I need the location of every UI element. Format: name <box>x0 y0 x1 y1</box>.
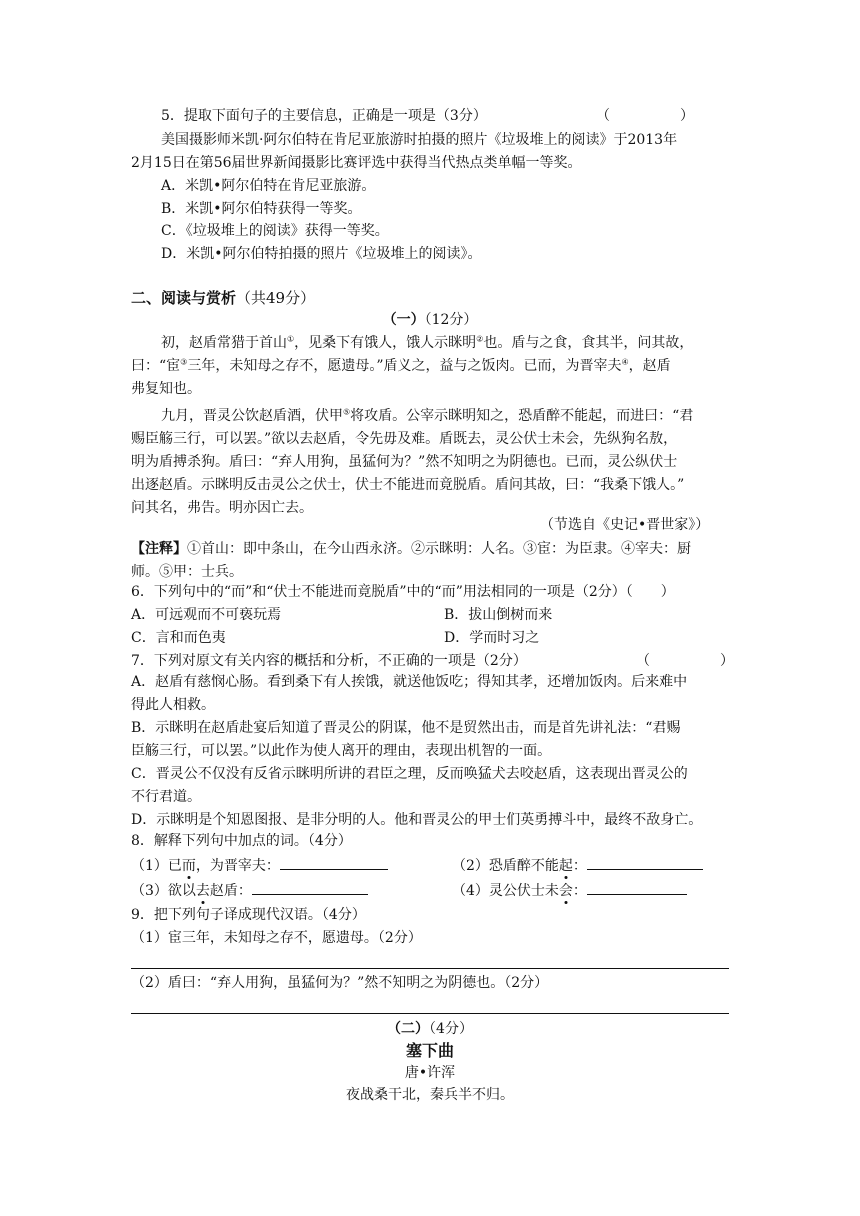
q7-option-a-cont: 得此人相救。 <box>131 697 215 713</box>
q7-option-a: A．赵盾有慈悯心肠。看到桑下有人挨饿，就送他饭吃；得知其孝，还增加饭肉。后来难中 <box>131 674 688 690</box>
passage-line: 九月，晋灵公饮赵盾酒，伏甲⑤将攻盾。公宰示眯明知之，恐盾醉不能起，而进曰：“君 <box>161 407 694 424</box>
answer-blank[interactable] <box>252 880 368 895</box>
q5-stem: 5．提取下面句子的主要信息，正确是一项是（3分） <box>161 108 487 124</box>
passage-line: 初，赵盾常猎于首山①，见桑下有饿人，饿人示眯明②也。盾与之食，食其半，问其故， <box>161 334 694 351</box>
passage-line: 出逐赵盾。示眯明反击灵公之伏士，伏士不能进而竟脱盾。盾问其故，曰：“我桑下饿人。” <box>131 477 685 493</box>
section-score: （共49分） <box>236 289 316 307</box>
q7-option-d: D．示眯明是个知恩图报、是非分明的人。他和晋灵公的甲士们英勇搏斗中，最终不敌身亡。 <box>131 812 703 828</box>
answer-blank[interactable] <box>587 855 703 870</box>
passage-line: 明为盾搏杀狗。盾曰：“弃人用狗，虽猛何为？”然不知明之为阴德也。已而，灵公纵伏士 <box>131 454 678 470</box>
passage-line: 问其名，弗告。明亦因亡去。 <box>131 500 313 516</box>
q7-answer-paren: （ ） <box>636 653 734 669</box>
poem-title: 塞下曲 <box>405 1041 454 1060</box>
q7-stem: 7．下列对原文有关内容的概括和分析，不正确的一项是（2分） <box>131 653 527 669</box>
passage-source: （节选自《史记•晋世家》） <box>540 517 710 533</box>
q6-option-d: D．学而时习之 <box>444 630 540 646</box>
answer-blank[interactable] <box>587 880 687 895</box>
q6-option-c: C．言和而色夷 <box>131 630 226 646</box>
answer-line[interactable] <box>131 1013 729 1014</box>
q9-sentence-2: （2）盾曰：“弃人用狗，虽猛何为？”然不知明之为阴德也。（2分） <box>131 975 549 991</box>
q7-option-b: B．示眯明在赵盾赴宴后知道了晋灵公的阴谋，他不是贸然出击，而是首先讲礼法：“君赐 <box>131 720 681 736</box>
part1-score: （12分） <box>424 312 478 328</box>
part2-heading <box>0 1020 860 1038</box>
passage-line: 曰：“宦③三年，未知母之存不，愿遗母。”盾义之，益与之饭肉。已而，为晋宰夫④，赵盾 <box>131 357 671 374</box>
q6-option-b: B．拔山倒树而来 <box>444 607 553 623</box>
poem-line: 夜战桑干北，秦兵半不归。 <box>346 1087 514 1103</box>
q5-passage-line: 2月15日在第56届世界新闻摄影比赛评选中获得当代热点类单幅一等奖。 <box>131 155 582 171</box>
annotation-line: 【注释】①首山：即中条山，在今山西永济。②示眯明：人名。③宦：为臣隶。④宰夫：厨 <box>131 541 691 557</box>
annotation-line: 师。⑤甲：士兵。 <box>131 564 243 580</box>
part2-title: （二） <box>387 1021 430 1037</box>
q7-option-c-cont: 不行君道。 <box>131 789 201 805</box>
q8-item-1: （1）已而，为晋宰夫： <box>131 855 388 875</box>
q7-option-b-cont: 臣觞三行，可以罢。”以此作为使人离开的理由，表现出机智的一面。 <box>131 743 552 759</box>
section-heading <box>131 289 315 307</box>
passage-line: 弗复知也。 <box>131 381 201 397</box>
q5-option-a: A．米凯•阿尔伯特在肯尼亚旅游。 <box>161 178 376 194</box>
passage-line: 赐臣觞三行，可以罢。”欲以去赵盾，令先毋及难。盾既去，灵公伏士未会，先纵狗名敖， <box>131 431 678 447</box>
q8-item-3: （3）欲以去赵盾： <box>131 880 368 900</box>
answer-blank[interactable] <box>280 855 388 870</box>
q5-passage-line: 美国摄影师米凯·阿尔伯特在肯尼亚旅游时拍摄的照片《垃圾堆上的阅读》于2013年 <box>161 132 678 148</box>
q9-stem: 9．把下列句子译成现代汉语。（4分） <box>131 907 366 923</box>
section-title: 二、阅读与赏析 <box>131 289 237 307</box>
q5-answer-paren: （ ） <box>596 108 694 124</box>
q8-item-4: （4）灵公伏士未会： <box>452 880 687 900</box>
part2-score: （4分） <box>429 1021 473 1037</box>
q5-option-d: D．米凯•阿尔伯特拍摄的照片《垃圾堆上的阅读》。 <box>161 246 482 262</box>
q9-sentence-1: （1）宦三年，未知母之存不，愿遗母。（2分） <box>131 930 422 946</box>
q5-option-c: C．《垃圾堆上的阅读》获得一等奖。 <box>161 223 389 239</box>
q8-item-2: （2）恐盾醉不能起： <box>452 855 703 875</box>
q6-stem: 6．下列句中的“而”和“伏士不能进而竟脱盾”中的“而”用法相同的一项是（2分）（ ） <box>131 584 675 600</box>
q5-option-b: B．米凯•阿尔伯特获得一等奖。 <box>161 201 362 217</box>
poem-author: 唐•许浑 <box>404 1065 456 1081</box>
q7-option-c: C．晋灵公不仅没有反省示眯明所讲的君臣之理，反而唤猛犬去咬赵盾，这表现出晋灵公的 <box>131 766 688 782</box>
answer-line[interactable] <box>131 968 729 969</box>
part1-title: （一） <box>382 312 425 328</box>
q6-option-a: A．可远观而不可亵玩焉 <box>131 607 282 623</box>
q8-stem: 8．解释下列句中加点的词。（4分） <box>131 833 352 849</box>
part1-heading <box>0 311 860 329</box>
